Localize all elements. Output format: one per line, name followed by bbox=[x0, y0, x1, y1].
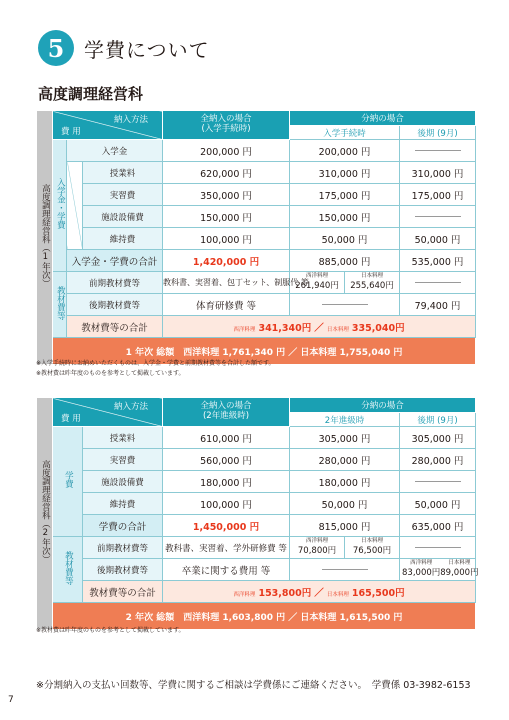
first-japanese: 日本料理 76,500円 bbox=[345, 537, 400, 559]
row-label: 教材費等の合計 bbox=[83, 581, 163, 603]
materials-total: 西洋料理 341,340円 ／ 日本料理 335,040円 bbox=[163, 316, 476, 338]
table-row bbox=[37, 537, 476, 559]
full-amount: 560,000 円 bbox=[163, 449, 290, 471]
note: ※教材費は昨年度のものを参考として掲載しています。 bbox=[36, 627, 185, 634]
full-amount: 200,000 円 bbox=[163, 140, 290, 162]
first-amount: 150,000 円 bbox=[290, 206, 400, 228]
page-title: 学費について bbox=[84, 37, 210, 62]
group-label-materials: 教材費等 bbox=[53, 272, 67, 338]
header-installment: 分納の場合 bbox=[290, 111, 476, 126]
first-amount: 305,000 円 bbox=[290, 427, 400, 449]
table-row bbox=[37, 140, 476, 162]
later-amount bbox=[400, 206, 476, 228]
footer-contact: ※分割納入の支払い回数等、学費に関するご相談は学費係にご連絡ください。 学費係 03-3982-6153 bbox=[36, 680, 471, 691]
section-number-badge: 5 bbox=[38, 30, 74, 66]
first-amount: 310,000 円 bbox=[290, 162, 400, 184]
full-amount: 610,000 円 bbox=[163, 427, 290, 449]
header-first-payment: 入学手続時 bbox=[290, 126, 400, 140]
table-row bbox=[37, 471, 476, 493]
first-year-fee-table bbox=[36, 110, 476, 365]
row-label: 維持費 bbox=[83, 228, 163, 250]
first-amount: 200,000 円 bbox=[290, 140, 400, 162]
materials-total: 西洋料理 153,800円 ／ 日本料理 165,500円 bbox=[163, 581, 476, 603]
group-label-materials: 教材費等 bbox=[53, 537, 83, 603]
row-label: 後期教材費等 bbox=[83, 559, 163, 581]
header-method-fee: 納入方法 費 用 bbox=[53, 398, 163, 427]
row-label: 入学金 bbox=[67, 140, 163, 162]
full-amount: 100,000 円 bbox=[163, 228, 290, 250]
later-amount: 50,000 円 bbox=[400, 228, 476, 250]
row-label: 前期教材費等 bbox=[67, 272, 163, 294]
later-amount: 79,400 円 bbox=[400, 294, 476, 316]
full-amount: 180,000 円 bbox=[163, 471, 290, 493]
full-amount: 1,420,000 円 bbox=[163, 250, 290, 272]
row-label: 施設設備費 bbox=[83, 471, 163, 493]
later-amount bbox=[400, 537, 476, 559]
first-amount: 885,000 円 bbox=[290, 250, 400, 272]
table-row bbox=[37, 493, 476, 515]
page-number: 7 bbox=[8, 695, 14, 705]
row-label: 前期教材費等 bbox=[83, 537, 163, 559]
full-amount: 150,000 円 bbox=[163, 206, 290, 228]
later-amount: 280,000 円 bbox=[400, 449, 476, 471]
full-amount: 教科書、実習着、学外研修費 等 bbox=[163, 537, 290, 559]
full-amount: 350,000 円 bbox=[163, 184, 290, 206]
group-label-tuition: 学費 bbox=[53, 427, 83, 537]
later-amount: 310,000 円 bbox=[400, 162, 476, 184]
header-later-payment: 後期 (9月) bbox=[400, 126, 476, 140]
table-row bbox=[37, 294, 476, 316]
full-amount: 卒業に関する費用 等 bbox=[163, 559, 290, 581]
row-label: 実習費 bbox=[83, 449, 163, 471]
note: ※教材費は昨年度のものを参考として掲載しています。 bbox=[36, 370, 185, 377]
table-row bbox=[37, 449, 476, 471]
row-label: 授業料 bbox=[83, 162, 163, 184]
year-label: 高度調理経営科（1年次） bbox=[37, 111, 53, 365]
first-amount: 175,000 円 bbox=[290, 184, 400, 206]
later-amount: 535,000 円 bbox=[400, 250, 476, 272]
later-amount: 西洋料理 83,000円 日本料理 89,000円 bbox=[400, 559, 476, 581]
table-row bbox=[37, 559, 476, 581]
row-label: 入学金・学費の合計 bbox=[67, 250, 163, 272]
subtotal-row bbox=[37, 515, 476, 537]
course-title: 高度調理経営科 bbox=[38, 85, 144, 103]
table-row bbox=[37, 206, 476, 228]
row-label: 授業料 bbox=[83, 427, 163, 449]
subtotal-row bbox=[37, 250, 476, 272]
later-amount: 635,000 円 bbox=[400, 515, 476, 537]
table-row bbox=[37, 228, 476, 250]
later-amount bbox=[400, 140, 476, 162]
note: ※入学手続時にお納めいただくものは、入学金・学費と前期教材費等を合計した額です。 bbox=[36, 360, 275, 367]
first-amount: 50,000 円 bbox=[290, 493, 400, 515]
row-label: 実習費 bbox=[83, 184, 163, 206]
table-row bbox=[37, 272, 476, 294]
row-label: 教材費等の合計 bbox=[67, 316, 163, 338]
row-label: 学費の合計 bbox=[83, 515, 163, 537]
first-japanese: 日本料理 255,640円 bbox=[345, 272, 400, 294]
materials-total-row bbox=[37, 316, 476, 338]
grand-total: 2 年次 総額 西洋料理 1,603,800 円 ／ 日本料理 1,615,500 円 bbox=[53, 603, 476, 630]
full-amount: 教科書、実習着、包丁セット、制服代 等 bbox=[163, 272, 290, 294]
second-year-fee-table bbox=[36, 397, 479, 630]
diagonal-cell bbox=[67, 162, 83, 250]
full-amount: 体育研修費 等 bbox=[163, 294, 290, 316]
page-header bbox=[38, 28, 210, 68]
header-method-fee: 納入方法 費 用 bbox=[53, 111, 163, 140]
row-label: 後期教材費等 bbox=[67, 294, 163, 316]
first-amount bbox=[290, 559, 400, 581]
full-amount: 100,000 円 bbox=[163, 493, 290, 515]
full-amount: 620,000 円 bbox=[163, 162, 290, 184]
group-label-entrance-tuition: 入学金・学費 bbox=[53, 140, 67, 272]
first-amount: 815,000 円 bbox=[290, 515, 400, 537]
later-amount: 305,000 円 bbox=[400, 427, 476, 449]
first-amount: 50,000 円 bbox=[290, 228, 400, 250]
first-western: 西洋料理 261,940円 bbox=[290, 272, 345, 294]
later-amount bbox=[400, 471, 476, 493]
header-full-payment: 全納入の場合 (入学手続時) bbox=[163, 111, 290, 140]
first-amount bbox=[290, 294, 400, 316]
later-amount: 175,000 円 bbox=[400, 184, 476, 206]
row-label: 施設設備費 bbox=[83, 206, 163, 228]
header-later-payment: 後期 (9月) bbox=[400, 413, 476, 427]
materials-total-row bbox=[37, 581, 476, 603]
later-amount bbox=[400, 272, 476, 294]
first-amount: 180,000 円 bbox=[290, 471, 400, 493]
header-full-payment: 全納入の場合 (2年進級時) bbox=[163, 398, 290, 427]
first-amount: 280,000 円 bbox=[290, 449, 400, 471]
header-first-payment: 2年進級時 bbox=[290, 413, 400, 427]
first-western: 西洋料理 70,800円 bbox=[290, 537, 345, 559]
table-row bbox=[37, 184, 476, 206]
header-installment: 分納の場合 bbox=[290, 398, 476, 413]
full-amount: 1,450,000 円 bbox=[163, 515, 290, 537]
grand-total: 1 年次 総額 西洋料理 1,761,340 円 ／ 日本料理 1,755,040 円 bbox=[53, 338, 476, 365]
year-label: 高度調理経営科（2年次） bbox=[37, 398, 53, 630]
table-row bbox=[37, 162, 476, 184]
row-label: 維持費 bbox=[83, 493, 163, 515]
table-row bbox=[37, 427, 476, 449]
later-amount: 50,000 円 bbox=[400, 493, 476, 515]
